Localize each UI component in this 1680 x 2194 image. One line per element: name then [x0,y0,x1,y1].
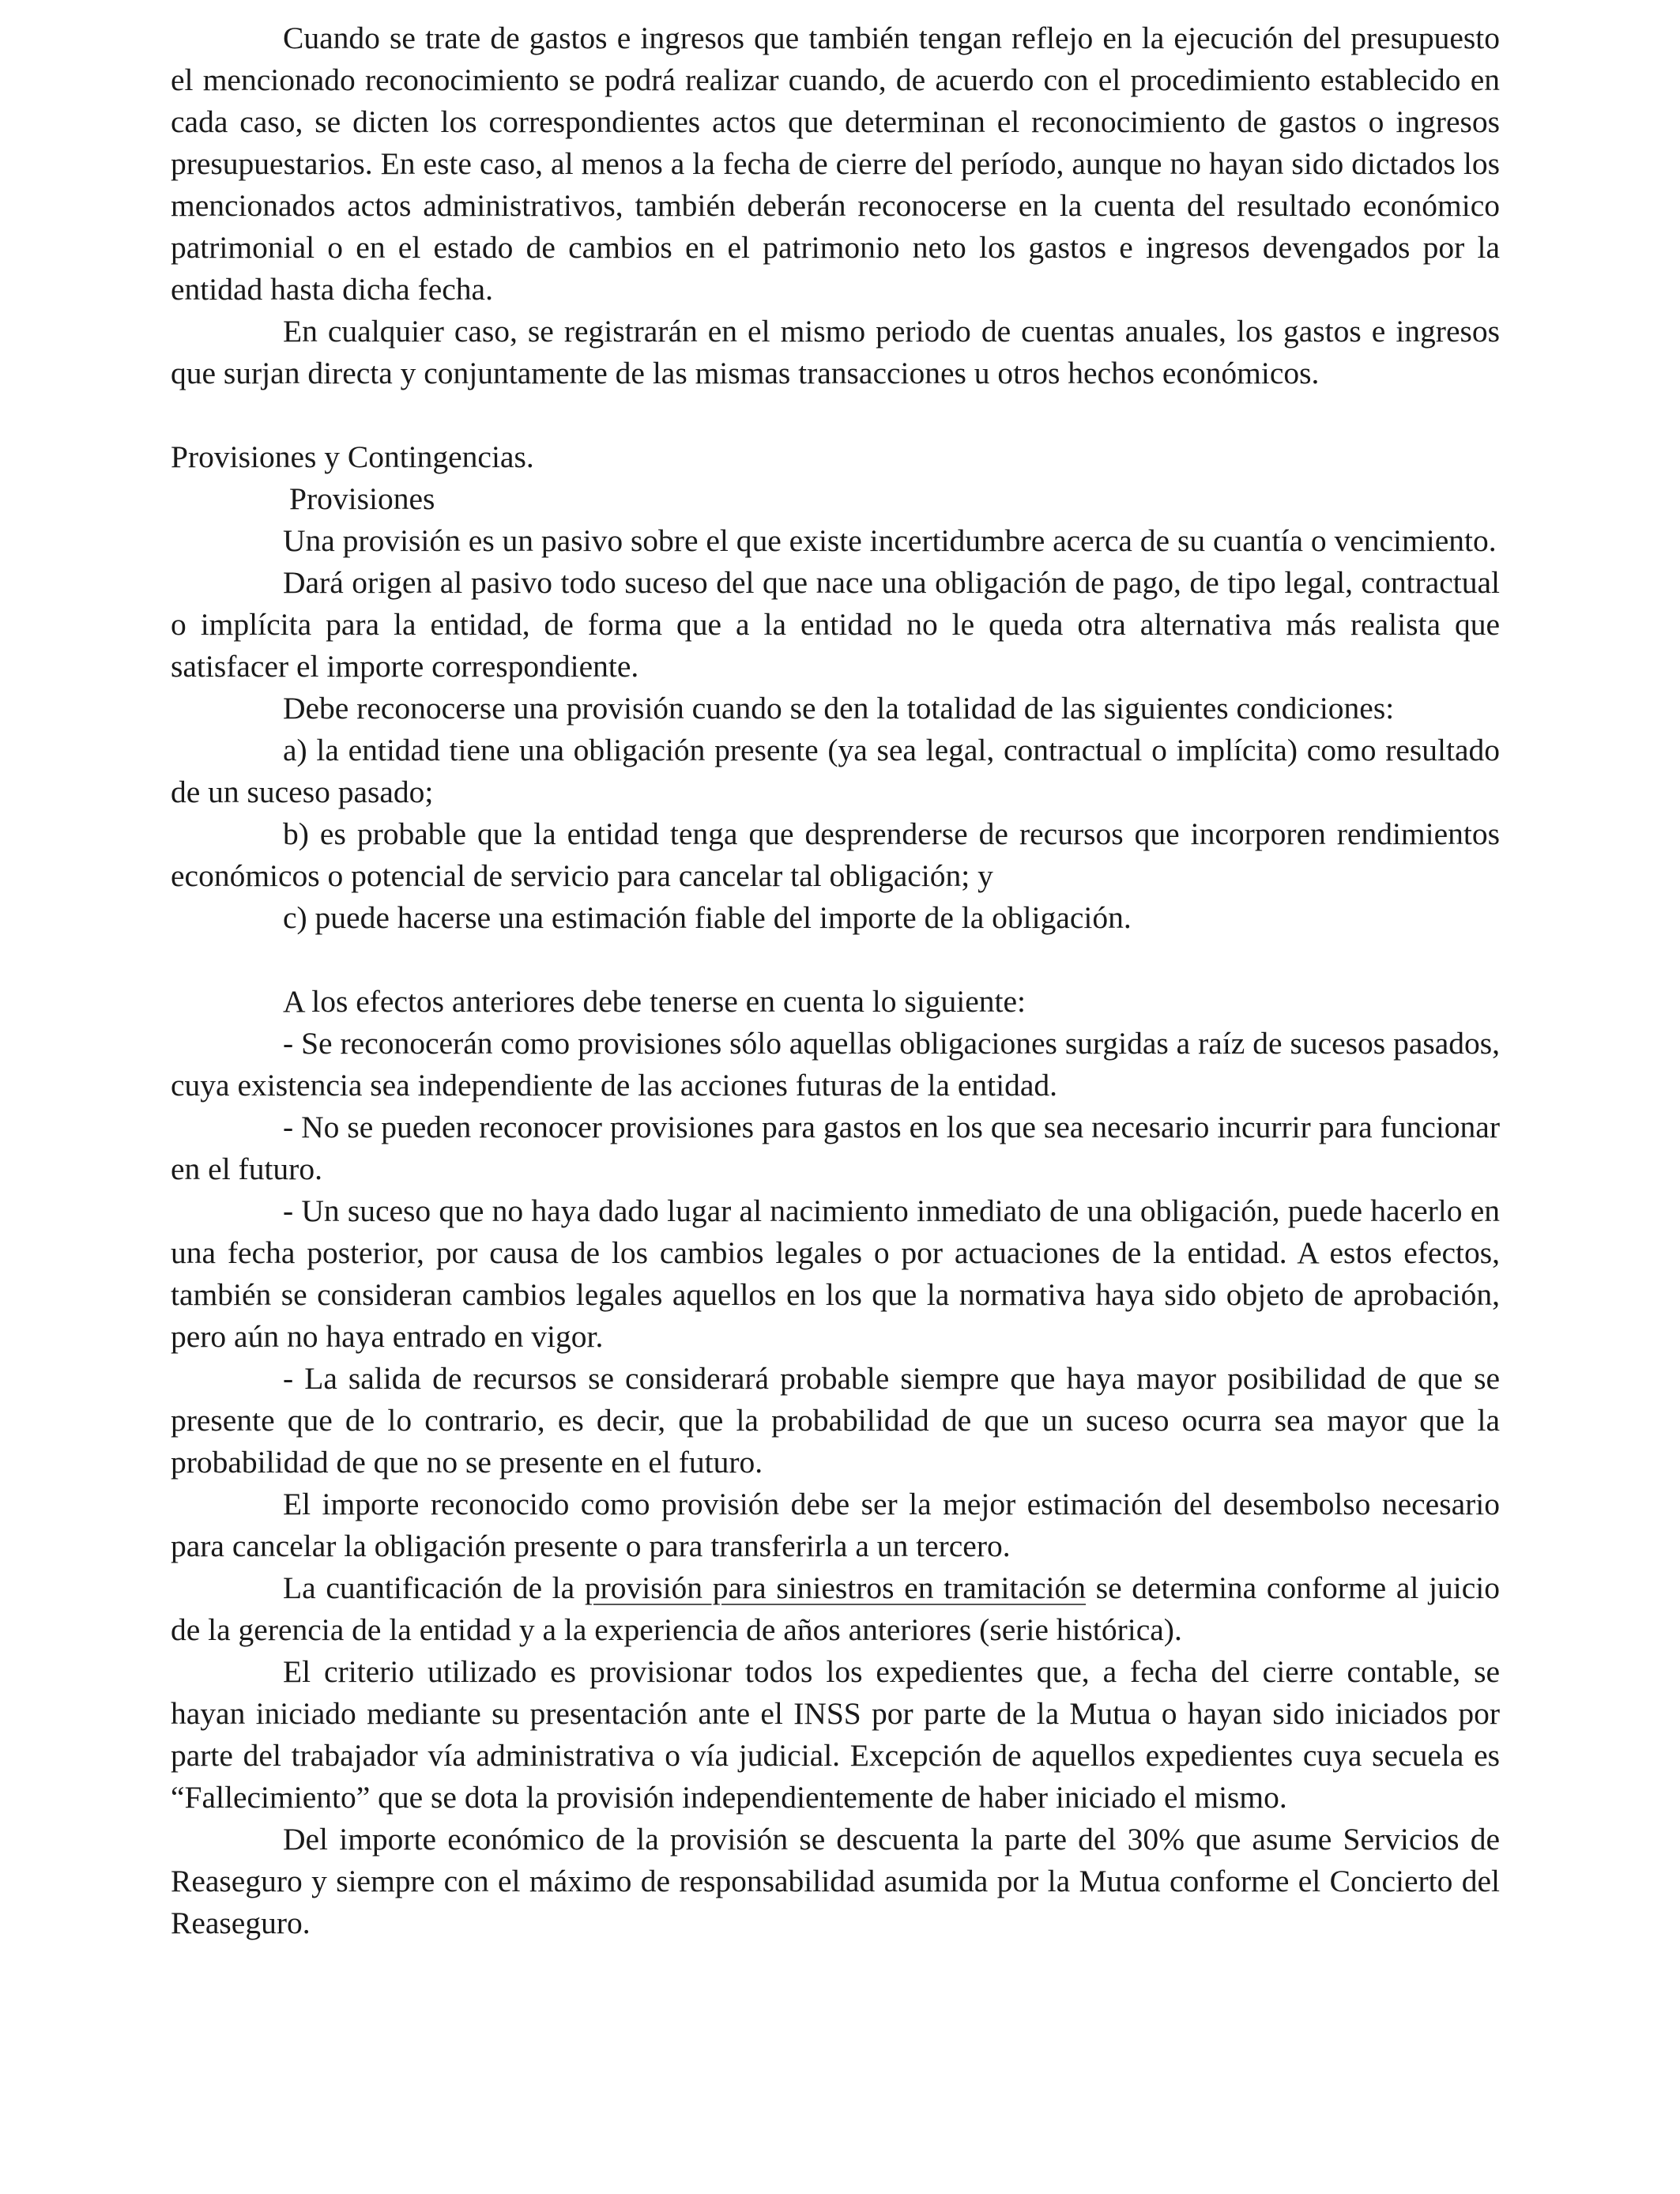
condition-item-a: a) la entidad tiene una obligación presente (ya sea legal, contractual o implícita) como resultado de un suceso pasado; [171,733,1500,809]
paragraph-same-period: En cualquier caso, se registrarán en el mismo periodo de cuentas anuales, los gastos e ingresos que surjan directa y conjuntamente de las mismas transacciones u otros hechos económicos. [171,314,1500,390]
document-body [171,17,1500,1944]
list-item: - La salida de recursos se considerará probable siempre que haya mayor posibilidad de que se presente que de lo contrario, es decir, que la probabilidad de que un suceso ocurra sea mayor que la probabilidad de que no se presente en el futuro. [171,1361,1500,1480]
paragraph-quantification [171,1567,1500,1651]
section-heading: Provisiones y Contingencias. [171,439,534,474]
subsection-heading: Provisiones [289,481,435,516]
paragraph-origin: Dará origen al pasivo todo suceso del que nace una obligación de pago, de tipo legal, contractual o implícita para la entidad, de forma que a la entidad no le queda otra alternativa más realista que satisfacer el importe correspondiente. [171,565,1500,684]
paragraph-effects-intro: A los efectos anteriores debe tenerse en cuenta lo siguiente: [283,984,1026,1019]
list-item: - Un suceso que no haya dado lugar al nacimiento inmediato de una obligación, puede hacerlo en una fecha posterior, por causa de los cambios legales o por actuaciones de la entidad. A estos efectos, también se consideran cambios legales aquellos en los que la normativa haya sido objeto de aprobación, pero aún no haya entrado en vigor. [171,1193,1500,1354]
condition-item-b: b) es probable que la entidad tenga que desprenderse de recursos que incorporen rendimientos económicos o potencial de servicio para cancelar tal obligación; y [171,816,1500,893]
claims-provision-link[interactable]: provisión para siniestros en tramitación [584,1570,1087,1605]
paragraph-recognition-budget: Cuando se trate de gastos e ingresos que también tengan reflejo en la ejecución del presupuesto el mencionado reconocimiento se podrá realizar cuando, de acuerdo con el procedimiento establecido en cada caso, se dicten los correspondientes actos que determinan el reconocimiento de gastos o ingresos presupuestarios. En este caso, al menos a la fecha de cierre del período, aunque no hayan sido dictados los mencionados actos administrativos, también deberán reconocerse en la cuenta del resultado económico patrimonial o en el estado de cambios en el patrimonio neto los gastos e ingresos devengados por la entidad hasta dicha fecha. [171,21,1500,307]
blank-line [171,939,1500,981]
condition-item-c: c) puede hacerse una estimación fiable del importe de la obligación. [283,900,1132,935]
list-item: - No se pueden reconocer provisiones para gastos en los que sea necesario incurrir para funcionar en el futuro. [171,1110,1500,1186]
paragraph-best-estimate: El importe reconocido como provisión debe ser la mejor estimación del desembolso necesario para cancelar la obligación presente o para transferirla a un tercero. [171,1487,1500,1563]
quantification-text-start: La cuantificación de la [283,1570,585,1605]
quantification-text-end: se determina conforme al juicio de la gerencia de la entidad y a la experiencia de años anteriores (serie histórica). [171,1570,1500,1647]
paragraph-criteria: El criterio utilizado es provisionar todos los expedientes que, a fecha del cierre contable, se hayan iniciado mediante su presentación ante el INSS por parte de la Mutua o hayan sido iniciados por parte del trabajador vía administrativa o vía judicial. Excepción de aquellos expedientes cuya secuela es “Fallecimiento” que se dota la provisión independientemente de haber iniciado el mismo. [171,1654,1500,1815]
list-item: - Se reconocerán como provisiones sólo aquellas obligaciones surgidas a raíz de sucesos pasados, cuya existencia sea independiente de las acciones futuras de la entidad. [171,1026,1500,1103]
paragraph-definition: Una provisión es un pasivo sobre el que existe incertidumbre acerca de su cuantía o vencimiento. [283,523,1497,558]
blank-line [171,394,1500,436]
paragraph-reinsurance: Del importe económico de la provisión se descuenta la parte del 30% que asume Servicios de Reaseguro y siempre con el máximo de responsabilidad asumida por la Mutua conforme el Concierto del Reaseguro. [171,1822,1500,1940]
paragraph-conditions: Debe reconocerse una provisión cuando se den la totalidad de las siguientes condiciones: [283,691,1395,726]
